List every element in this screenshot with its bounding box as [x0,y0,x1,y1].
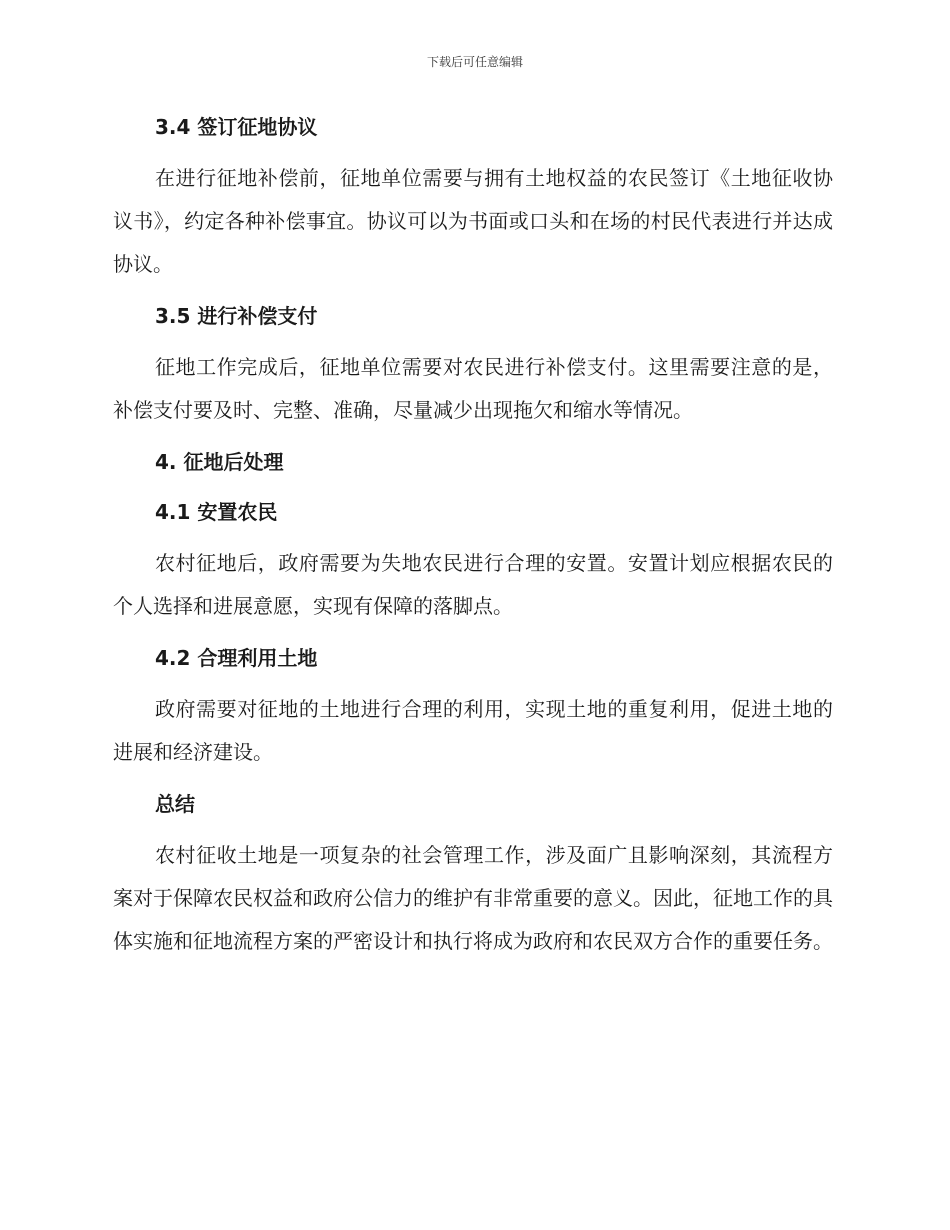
paragraph-sign-agreement: 在进行征地补偿前，征地单位需要与拥有土地权益的农民签订《土地征收协议书》，约定各种补偿事宜。协议可以为书面或口头和在场的村民代表进行并达成协议。 [113,166,833,276]
paragraph-land-use: 政府需要对征地的土地进行合理的利用，实现土地的重复利用，促进土地的进展和经济建设。 [113,697,833,764]
page-header: 下载后可任意编辑 [426,55,523,69]
section-heading-4: 4. 征地后处理 [155,450,284,474]
paragraph-summary: 农村征收土地是一项复杂的社会管理工作，涉及面广且影响深刻，其流程方案对于保障农民权益和政府公信力的维护有非常重要的意义。因此，征地工作的具体实施和征地流程方案的严密设计和执行将成为政府和农民双方合作的重要任务。 [113,843,833,953]
paragraph-resettle-farmers: 农村征地后，政府需要为失地农民进行合理的安置。安置计划应根据农民的个人选择和进展意愿，实现有保障的落脚点。 [113,551,833,618]
section-heading-4-1: 4.1 安置农民 [155,500,278,524]
section-heading-3-4: 3.4 签订征地协议 [155,115,318,139]
document-body [113,107,833,973]
section-heading-4-2: 4.2 合理利用土地 [155,646,318,670]
section-heading-summary: 总结 [155,792,195,816]
section-heading-3-5: 3.5 进行补偿支付 [155,304,318,328]
paragraph-compensation-payment: 征地工作完成后，征地单位需要对农民进行补偿支付。这里需要注意的是，补偿支付要及时、完整、准确，尽量减少出现拖欠和缩水等情况。 [113,355,833,422]
